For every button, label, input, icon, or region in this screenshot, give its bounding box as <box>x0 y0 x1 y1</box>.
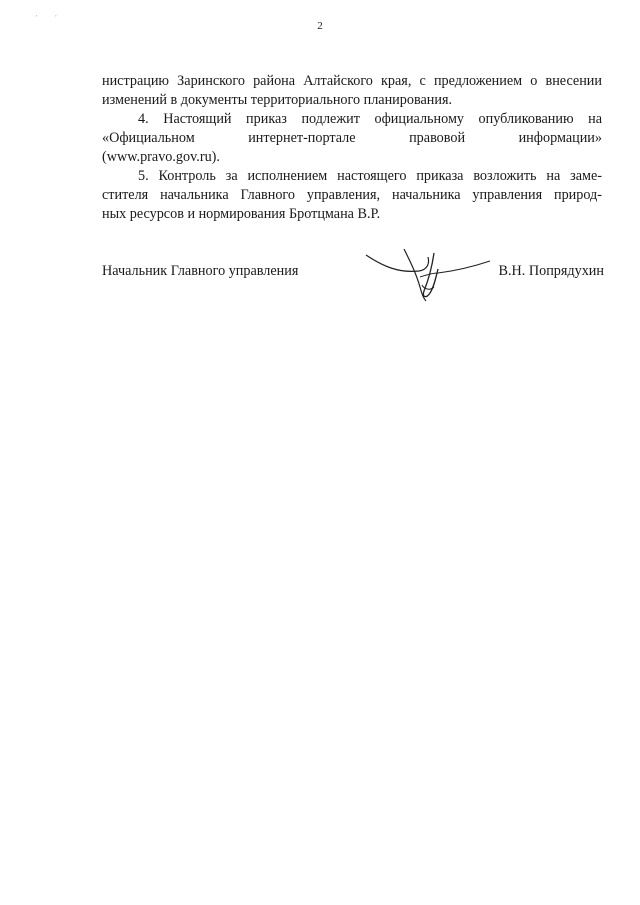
signer-name: В.Н. Попрядухин <box>498 263 604 279</box>
body-line: нистрацию Заринского района Алтайского края, с предложением о внесении <box>102 73 602 89</box>
body-line: 4. Настоящий приказ подлежит официальному опубликованию на <box>138 111 602 127</box>
body-line: «Официальном интернет-портале правовой информации» <box>102 130 602 146</box>
signer-position: Начальник Главного управления <box>102 263 299 279</box>
body-line: 5. Контроль за исполнением настоящего приказа возложить на заме- <box>138 168 602 184</box>
document-body <box>102 72 602 224</box>
body-line: стителя начальника Главного управления, начальника управления природ- <box>102 187 602 203</box>
signature-block <box>102 257 604 307</box>
body-line: изменений в документы территориального планирования. <box>102 92 453 108</box>
handwritten-signature <box>364 247 494 307</box>
body-line: (www.pravo.gov.ru). <box>102 149 220 165</box>
scan-mark: ' <box>36 14 38 22</box>
scan-mark: ' <box>55 14 57 22</box>
body-line: ных ресурсов и нормирования Бротцмана В.Р. <box>102 206 381 222</box>
page-number: 2 <box>317 20 323 32</box>
